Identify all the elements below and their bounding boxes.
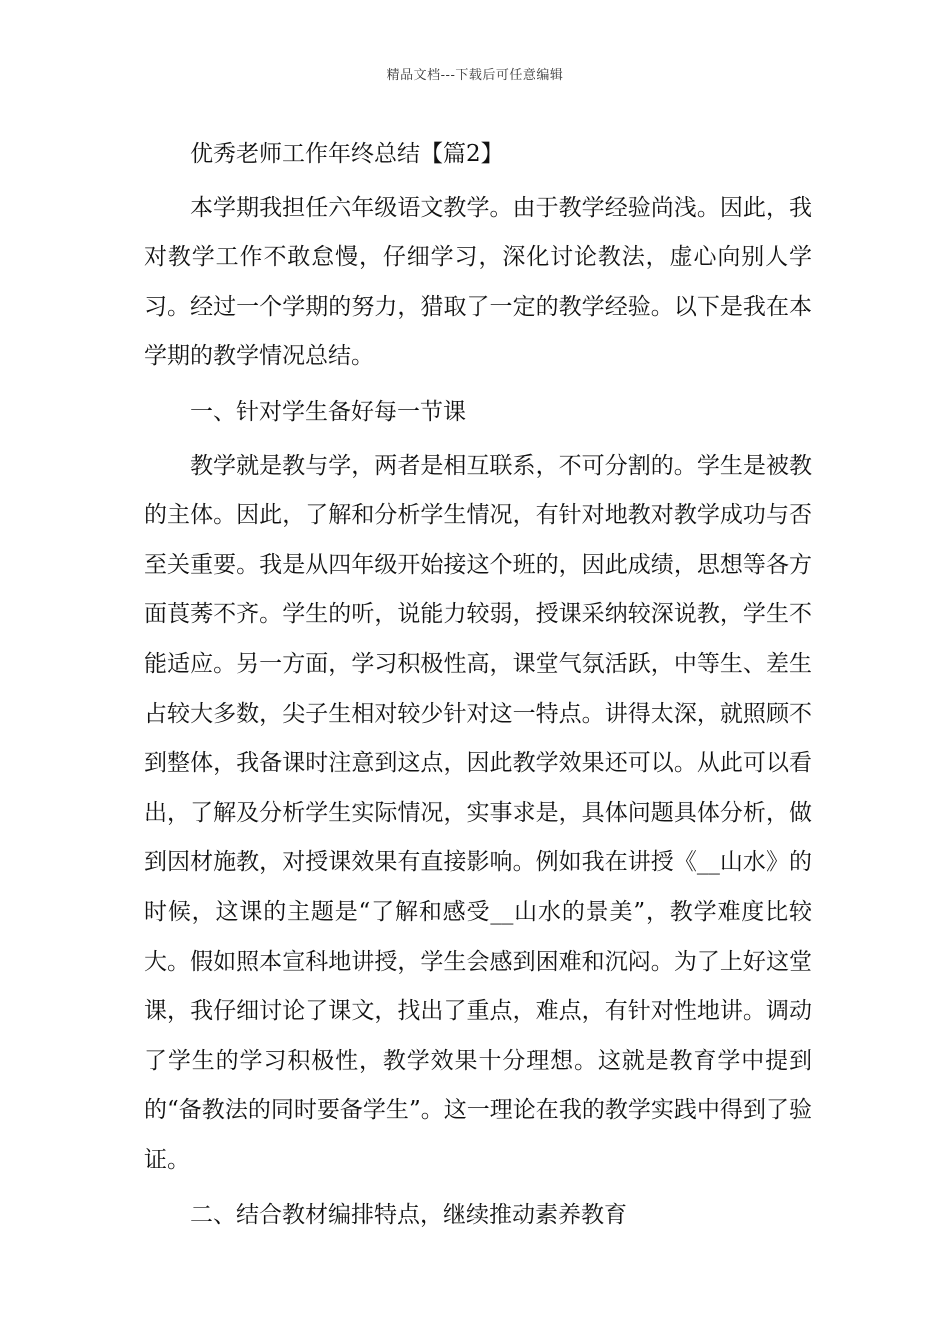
document-title: 优秀老师工作年终总结【篇2】: [190, 141, 504, 167]
page-header: 精品文档---下载后可任意编辑: [386, 68, 564, 83]
section-2-heading: 二、结合教材编排特点，继续推动素养教育: [190, 1202, 627, 1229]
section-1-paragraph: 教学就是教与学，两者是相互联系，不可分割的。学生是被教的主体。因此，了解和分析学生情况，有针对地教对教学成功与否至关重要。我是从四年级开始接这个班的，因此成绩，思想等各方面莨莠不齐。学生的听，说能力较弱，授课采纳较深说教，学生不能适应。另一方面，学习积极性高，课堂气氛活跃，中等生、差生占较大多数，尖子生相对较少针对这一特点。讲得太深，就照顾不到整体，我备课时注意到这点，因此教学效果还可以。从此可以看出，了解及分析学生实际情况，实事求是，具体问题具体分析，做到因材施教，对授课效果有直接影响。例如我在讲授《__山水》的时候，这课的主题是“了解和感受__山水的景美”，教学难度比较大。假如照本宣科地讲授，学生会感到困难和沉闷。为了上好这堂课，我仔细讨论了课文，找出了重点，难点，有针对性地讲。调动了学生的学习积极性，教学效果十分理想。这就是教育学中提到的“备教法的同时要备学生”。这一理论在我的教学实践中得到了验证。: [144, 452, 812, 1173]
intro-paragraph: 本学期我担任六年级语文教学。由于教学经验尚浅。因此，我对教学工作不敢怠慢，仔细学习，深化讨论教法，虚心向别人学习。经过一个学期的努力，猎取了一定的教学经验。以下是我在本学期的教学情况总结。: [144, 194, 812, 370]
document-body: [144, 130, 812, 1245]
section-1-heading: 一、针对学生备好每一节课: [190, 398, 466, 425]
